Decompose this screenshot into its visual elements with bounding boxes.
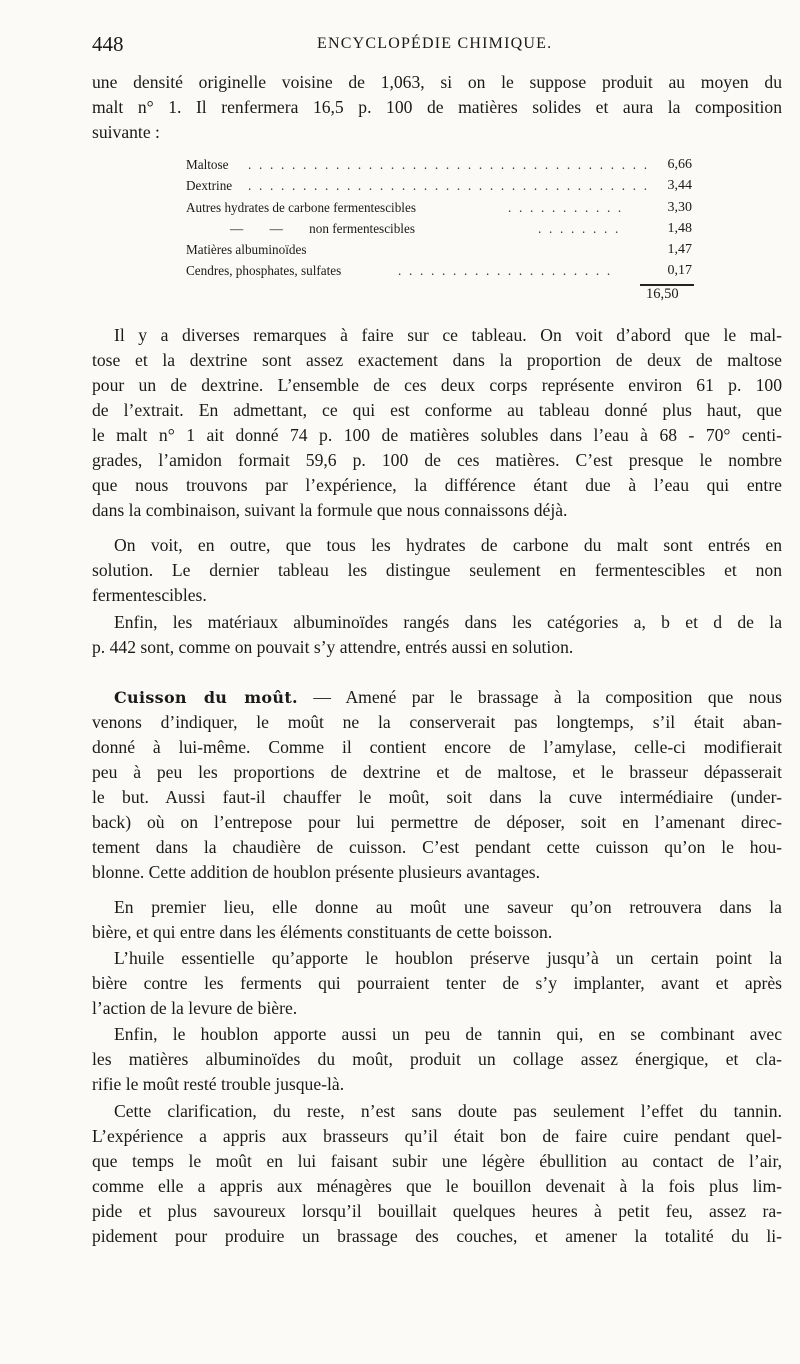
leader-dots: . . . . . . . . . . . . . . . . . . . . . . . . . . . . . . . . . . . . . — [248, 157, 650, 172]
text-line: Enfin, le houblon apporte aussi un peu de tannin qui, en se combinant avec — [114, 1024, 782, 1044]
paragraph-tannin — [92, 1022, 782, 1097]
paragraph-albuminoids — [92, 610, 782, 660]
intro-paragraph — [92, 70, 782, 145]
table-row — [186, 154, 692, 175]
section-first-line — [92, 685, 782, 710]
text-line: On voit, en outre, que tous les hydrates de carbone du malt sont entrés en — [114, 535, 782, 555]
text-line: malt n° 1. Il renfermera 16,5 p. 100 de matières solides et aura la composition — [92, 97, 782, 117]
paragraph-remarks — [92, 323, 782, 523]
text-line: fermentescibles. — [92, 585, 207, 605]
text-line: le malt n° 1 ait donné 74 p. 100 de matières solubles dans l’eau à 68 - 70° centi- — [92, 425, 782, 445]
page-number: 448 — [92, 32, 124, 56]
row-value: 3,44 — [667, 178, 692, 194]
row-label: Cendres, phosphates, sulfates — [186, 263, 342, 279]
text-line: L’expérience a appris aux brasseurs qu’il était bon de faire cuire pendant quel- — [92, 1126, 782, 1146]
table-row — [186, 197, 692, 218]
text-line: tose et la dextrine sont assez exactement dans la proportion de deux de maltose — [92, 350, 782, 370]
section-heading: Cuisson du moût. — [114, 688, 298, 707]
text-line: bière contre les ferments qui pourraient tenter de s’y implanter, avant et après — [92, 973, 782, 993]
row-label: — — non fermentescibles — [230, 220, 415, 236]
row-label: Matières albuminoïdes — [186, 242, 307, 258]
paragraph-solution — [92, 533, 782, 608]
table-row — [186, 218, 692, 239]
row-label: Maltose — [186, 157, 229, 172]
text-line: de l’extrait. En admettant, ce qui est conforme au tableau donné plus haut, que — [92, 400, 782, 420]
leader-dots: . . . . . . . . — [538, 220, 621, 236]
text-line: pour un de dextrine. L’ensemble de ces deux corps représente environ 61 p. 100 — [92, 375, 782, 395]
text-line: rifie le moût resté trouble jusque-là. — [92, 1074, 345, 1094]
leader-dots: . . . . . . . . . . . . . . . . . . . . . . . . . . . . . . . . . . . . . — [248, 178, 650, 194]
table-row — [186, 239, 692, 260]
leader-dots: . . . . . . . . . . . . . . . . . . . . — [398, 263, 613, 279]
text-line: blonne. Cette addition de houblon présente plusieurs avantages. — [92, 862, 541, 882]
paragraph-huile — [92, 946, 782, 1021]
running-header — [92, 32, 782, 58]
row-value: 1,47 — [667, 242, 692, 258]
table-row — [186, 175, 692, 196]
text-line: Enfin, les matériaux albuminoïdes rangés dans les catégories a, b et d de la — [114, 612, 782, 632]
composition-table — [186, 154, 692, 282]
running-title: ENCYCLOPÉDIE CHIMIQUE. — [317, 35, 553, 52]
row-value: 3,30 — [667, 199, 692, 215]
text-line: back) où on l’entrepose pour lui permettre de déposer, soit en l’amenant direc- — [92, 812, 782, 832]
section-cuisson — [92, 685, 782, 885]
text-line: venons d’indiquer, le moût ne la conserverait pas longtemps, s’il était aban- — [92, 712, 782, 732]
text-line: suivante : — [92, 122, 160, 142]
text-line: p. 442 sont, comme on pouvait s’y attendre, entrés aussi en solution. — [92, 637, 574, 657]
text-line: solution. Le dernier tableau les distingue seulement en fermentescibles et non — [92, 560, 782, 580]
text-line: L’huile essentielle qu’apporte le houblon préserve jusqu’à un certain point la — [114, 948, 782, 968]
text-line: dans la combinaison, suivant la formule que nous connaissons déjà. — [92, 500, 568, 520]
text-line: pide et plus savoureux lorsqu’il bouillait quelques heures à petit feu, assez ra- — [92, 1201, 782, 1221]
section-first-line-text: — Amené par le brassage à la composition que nous — [297, 687, 782, 707]
text-line: les matières albuminoïdes du moût, produit un collage assez énergique, et cla- — [92, 1049, 782, 1069]
paragraph-saveur — [92, 895, 782, 945]
text-line: Cette clarification, du reste, n’est sans doute pas seulement l’effet du tannin. — [114, 1101, 782, 1121]
text-line: une densité originelle voisine de 1,063, si on le suppose produit au moyen du — [92, 72, 782, 92]
row-value: 0,17 — [667, 263, 692, 279]
row-label: Dextrine — [186, 178, 233, 194]
text-line: comme elle a appris aux ménagères que le bouillon devenait à la fois plus lim- — [92, 1176, 782, 1196]
text-line: grades, l’amidon formait 59,6 p. 100 de ces matières. C’est presque le nombre — [92, 450, 782, 470]
text-line: que temps le moût en lui faisant subir une légère ébullition au contact de l’air, — [92, 1151, 782, 1171]
text-line: donné à lui-même. Comme il contient encore de l’amylase, celle-ci modifierait — [92, 737, 782, 757]
text-line: Il y a diverses remarques à faire sur ce tableau. On voit d’abord que le mal- — [114, 325, 782, 345]
row-label: Autres hydrates de carbone fermentescibles — [186, 199, 416, 215]
paragraph-clarification — [92, 1099, 782, 1249]
row-value: 1,48 — [667, 220, 692, 236]
leader-dots: . . . . . . . . . . . — [508, 199, 624, 215]
table-row — [186, 260, 692, 281]
text-line: le but. Aussi faut-il chauffer le moût, soit dans la cuve intermédiaire (under- — [92, 787, 782, 807]
text-line: peu à peu les proportions de dextrine et de maltose, et le brasseur dépasserait — [92, 762, 782, 782]
table-total: 16,50 — [646, 286, 679, 302]
text-line: En premier lieu, elle donne au moût une saveur qu’on retrouvera dans la — [114, 897, 782, 917]
text-line: l’action de la levure de bière. — [92, 998, 298, 1018]
text-line: que nous trouvons par l’expérience, la différence étant due à l’eau qui entre — [92, 475, 782, 495]
row-value: 6,66 — [667, 157, 692, 172]
text-line: tement dans la chaudière de cuisson. C’est pendant cette cuisson qu’on le hou- — [92, 837, 782, 857]
text-line: pidement pour produire un brassage des couches, et amener la totalité du li- — [92, 1226, 782, 1246]
text-line: bière, et qui entre dans les éléments constituants de cette boisson. — [92, 922, 553, 942]
